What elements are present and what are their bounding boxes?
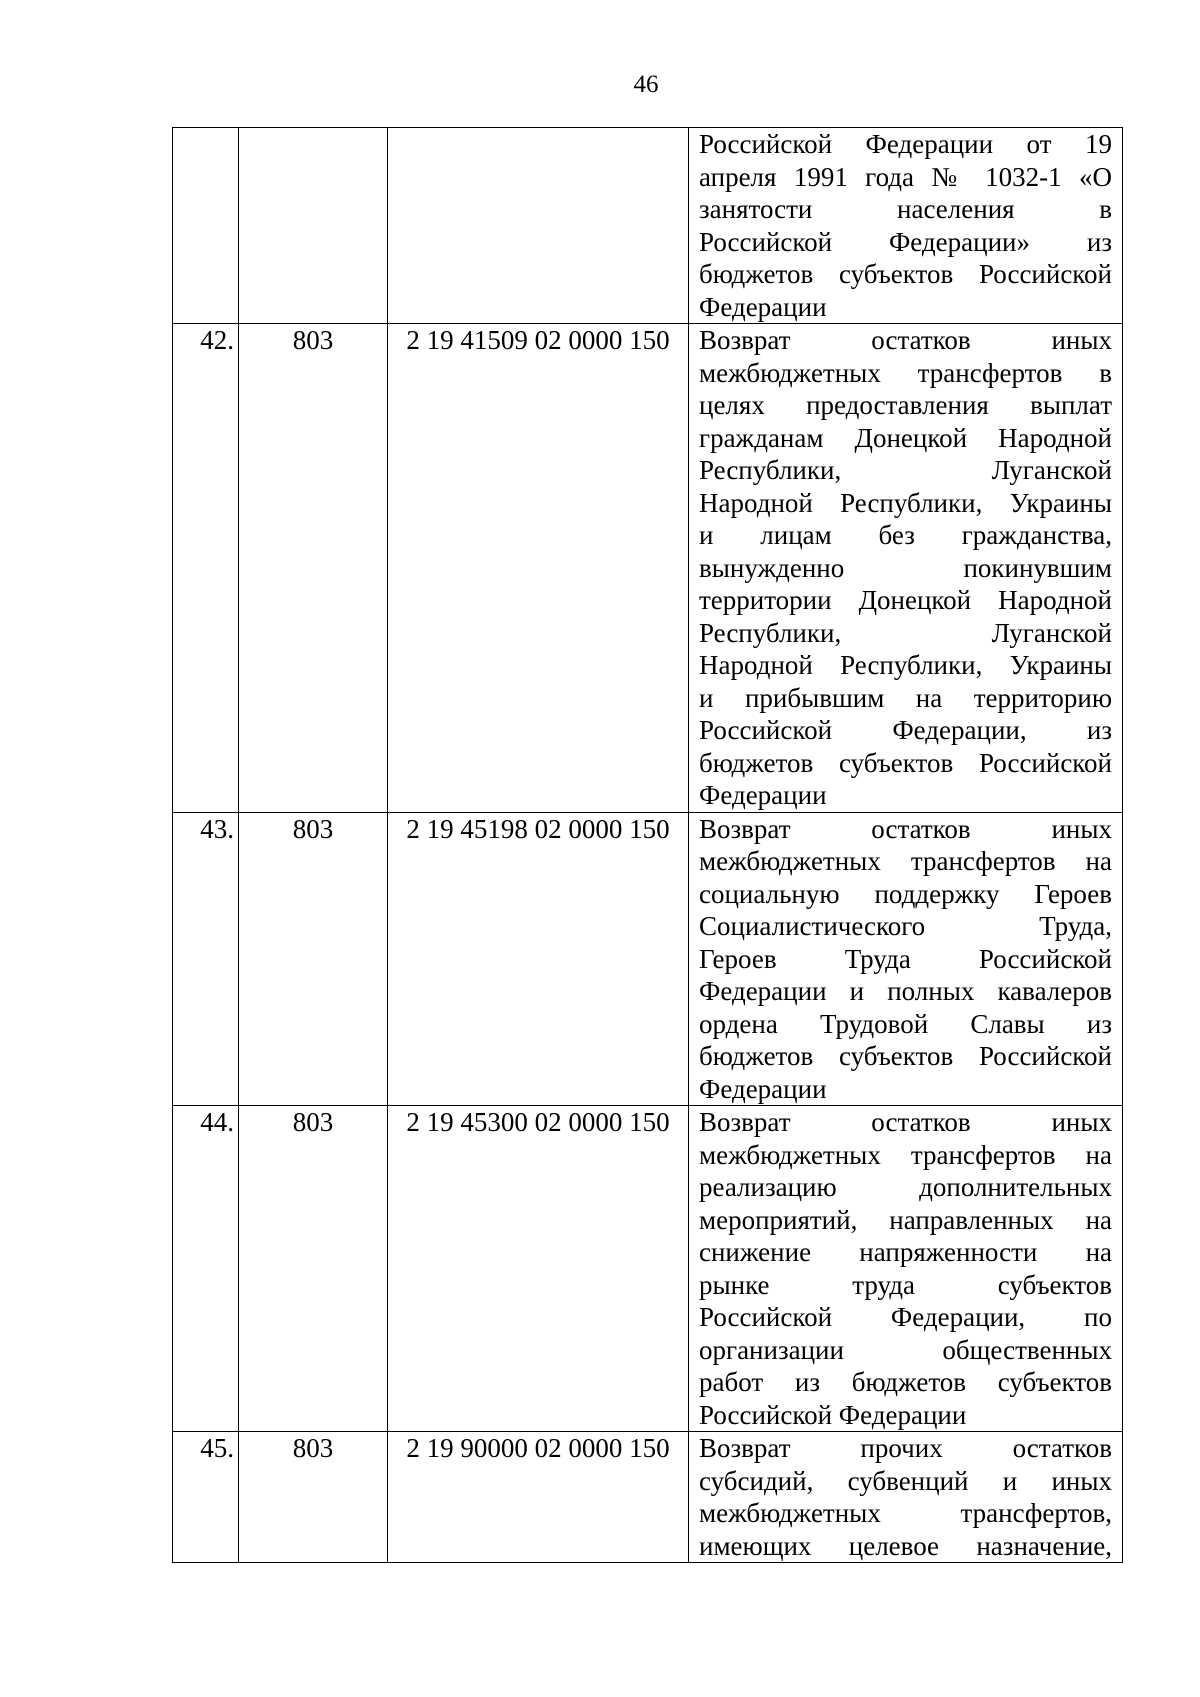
description-line: бюджетов субъектов Российской (699, 259, 1112, 289)
description-line: апреля 1991 года № 1032-1 «О (699, 161, 1112, 192)
description-line: имеющих целевое назначение, (699, 1530, 1112, 1561)
description-line: Социалистического Труда, (699, 911, 1112, 941)
description-line: социальную поддержку Героев (699, 878, 1112, 909)
description-line: Российской Федерации, из (699, 715, 1112, 745)
description-line: субсидий, субвенций и иных (699, 1465, 1112, 1496)
row-number-cell (173, 128, 239, 324)
row-number-cell: 44. (173, 1106, 239, 1432)
income-description-cell (689, 812, 1123, 1106)
administrator-code-cell: 803 (239, 324, 388, 813)
description-line: Российской Федерации от 19 (699, 129, 1112, 159)
description-line: и лицам без гражданства, (699, 520, 1112, 550)
description-line: Возврат остатков иных (699, 813, 1112, 844)
administrator-code-cell: 803 (239, 1432, 388, 1563)
description-line: и прибывшим на территорию (699, 682, 1112, 713)
description-line: снижение напряженности на (699, 1237, 1112, 1267)
description-line: бюджетов субъектов Российской (699, 747, 1112, 778)
administrator-code-cell: 803 (239, 812, 388, 1106)
description-line: бюджетов субъектов Российской (699, 1041, 1112, 1071)
administrator-code-cell (239, 128, 388, 324)
budget-classification-code-cell: 2 19 41509 02 0000 150 (388, 324, 689, 813)
description-line: межбюджетных трансфертов на (699, 1139, 1112, 1170)
budget-classification-code-cell: 2 19 90000 02 0000 150 (388, 1432, 689, 1563)
row-number-cell: 43. (173, 812, 239, 1106)
page-number: 46 (633, 71, 659, 98)
description-line: вынужденно покинувшим (699, 552, 1112, 583)
description-line: рынке труда субъектов (699, 1269, 1112, 1300)
description-line: территории Донецкой Народной (699, 585, 1112, 615)
description-line: Российской Федерации (699, 1399, 967, 1430)
row-number-cell: 42. (173, 324, 239, 813)
description-line: Возврат остатков иных (699, 325, 1112, 355)
description-line: Республики, Луганской (699, 617, 1112, 648)
budget-classification-code-cell (388, 128, 689, 324)
description-line: Российской Федерации» из (699, 226, 1112, 257)
table-row (173, 812, 1123, 1106)
row-number-cell: 45. (173, 1432, 239, 1563)
table-row (173, 1106, 1123, 1432)
description-line: Героев Труда Российской (699, 943, 1112, 974)
description-line: Российской Федерации, по (699, 1302, 1112, 1332)
budget-classification-code-cell: 2 19 45198 02 0000 150 (388, 812, 689, 1106)
budget-classification-code-cell: 2 19 45300 02 0000 150 (388, 1106, 689, 1432)
description-line: целях предоставления выплат (699, 390, 1112, 420)
table-row (173, 324, 1123, 813)
description-line: занятости населения в (699, 194, 1112, 224)
table-row (173, 128, 1123, 324)
income-description-cell (689, 324, 1123, 813)
description-line: Народной Республики, Украины (699, 650, 1112, 680)
description-line: ордена Трудовой Славы из (699, 1008, 1112, 1039)
description-line: межбюджетных трансфертов в (699, 357, 1112, 388)
description-line: работ из бюджетов субъектов (699, 1367, 1112, 1397)
description-line: гражданам Донецкой Народной (699, 422, 1112, 453)
description-line: Федерации и полных кавалеров (699, 976, 1112, 1006)
description-line: организации общественных (699, 1334, 1112, 1365)
description-line: Федерации (699, 291, 827, 322)
income-description-cell (689, 1106, 1123, 1432)
table-body (173, 128, 1123, 1563)
administrator-code-cell: 803 (239, 1106, 388, 1432)
description-line: Возврат остатков иных (699, 1107, 1112, 1137)
description-line: Возврат прочих остатков (699, 1433, 1112, 1463)
budget-code-table (172, 127, 1123, 1563)
description-line: Республики, Луганской (699, 455, 1112, 485)
description-line: Федерации (699, 780, 827, 810)
description-line: Народной Республики, Украины (699, 487, 1112, 518)
description-line: межбюджетных трансфертов, (699, 1498, 1112, 1528)
description-line: межбюджетных трансфертов на (699, 846, 1112, 876)
income-description-cell (689, 128, 1123, 324)
description-line: Федерации (699, 1073, 827, 1104)
description-line: мероприятий, направленных на (699, 1204, 1112, 1235)
description-line: реализацию дополнительных (699, 1172, 1112, 1202)
income-description-cell (689, 1432, 1123, 1563)
table-row (173, 1432, 1123, 1563)
